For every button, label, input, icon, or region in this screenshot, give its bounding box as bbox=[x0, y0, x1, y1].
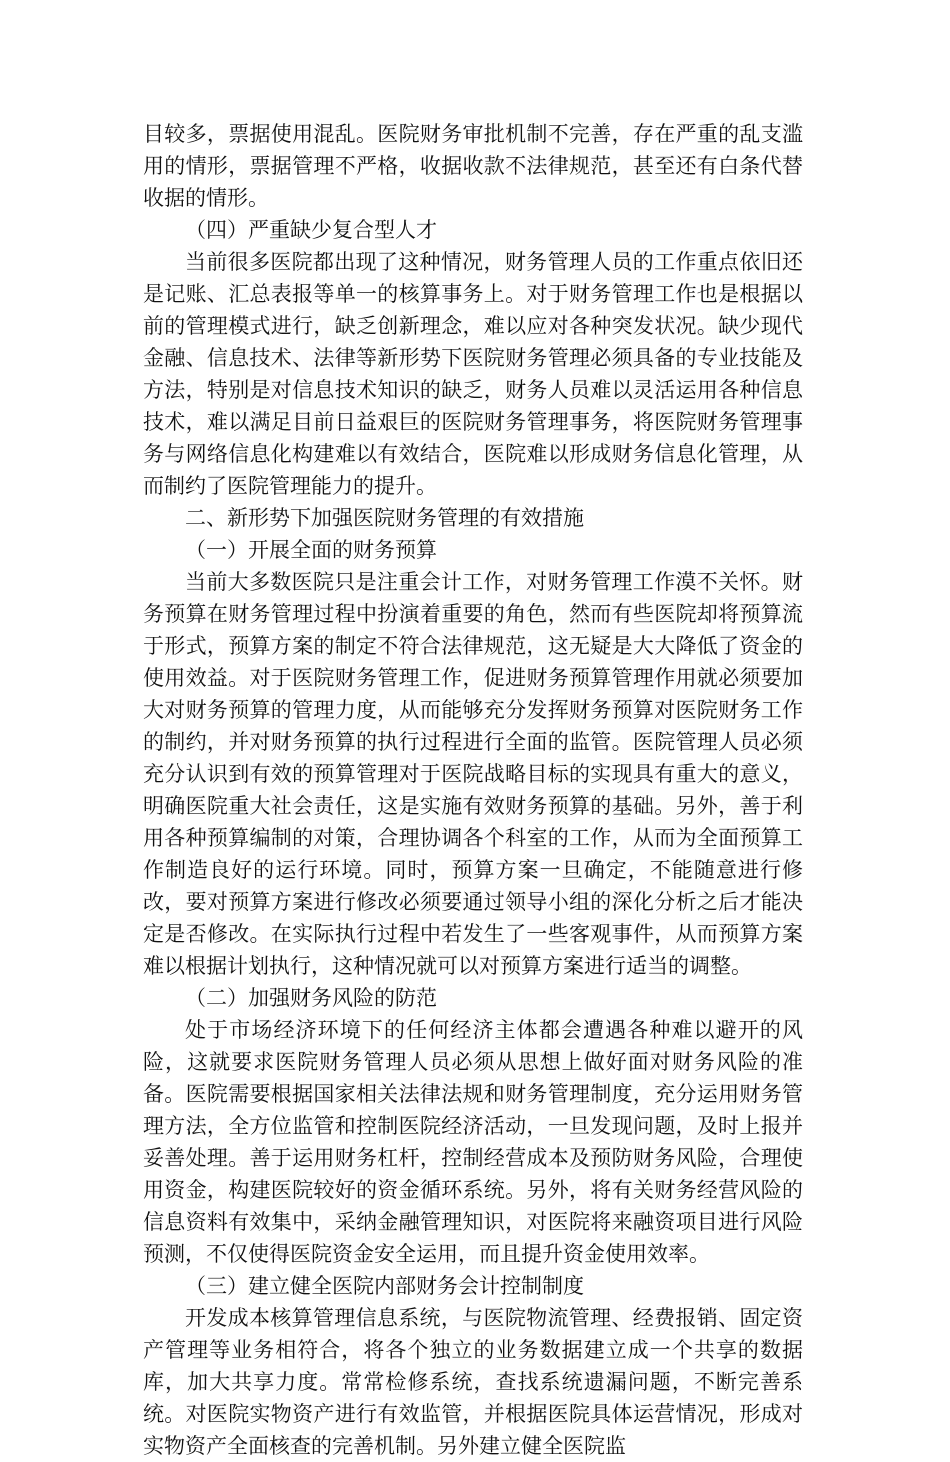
paragraph-continuation: 目较多，票据使用混乱。医院财务审批机制不完善，存在严重的乱支滥用的情形，票据管理不严格，收据收款不法律规范，甚至还有白条代替收据的情形。 bbox=[143, 122, 803, 210]
section-heading-3: （三）建立健全医院内部财务会计控制制度 bbox=[185, 1274, 584, 1298]
section-heading-1: （一）开展全面的财务预算 bbox=[185, 538, 437, 562]
paragraph: 当前大多数医院只是注重会计工作，对财务管理工作漠不关怀。财务预算在财务管理过程中扮演着重要的角色，然而有些医院却将预算流于形式，预算方案的制定不符合法律规范，这无疑是大大降低了资金的使用效益。对于医院财务管理工作，促进财务预算管理作用就必须要加大对财务预算的管理力度，从而能够充分发挥财务预算对医院财务工作的制约，并对财务预算的执行过程进行全面的监管。医院管理人员必须充分认识到有效的预算管理对于医院战略目标的实现具有重大的意义，明确医院重大社会责任，这是实施有效财务预算的基础。另外，善于利用各种预算编制的对策，合理协调各个科室的工作，从而为全面预算工作制造良好的运行环境。同时，预算方案一旦确定，不能随意进行修改，要对预算方案进行修改必须要通过领导小组的深化分析之后才能决定是否修改。在实际执行过程中若发生了一些客观事件，从而预算方案难以根据计划执行，这种情况就可以对预算方案进行适当的调整。 bbox=[143, 570, 803, 978]
chapter-heading-2: 二、新形势下加强医院财务管理的有效措施 bbox=[185, 506, 584, 530]
paragraph: 当前很多医院都出现了这种情况，财务管理人员的工作重点依旧还是记账、汇总表报等单一的核算事务上。对于财务管理工作也是根据以前的管理模式进行，缺乏创新理念，难以应对各种突发状况。缺少现代金融、信息技术、法律等新形势下医院财务管理必须具备的专业技能及方法，特别是对信息技术知识的缺乏，财务人员难以灵活运用各种信息技术，难以满足目前日益艰巨的医院财务管理事务，将医院财务管理事务与网络信息化构建难以有效结合，医院难以形成财务信息化管理，从而制约了医院管理能力的提升。 bbox=[143, 250, 803, 498]
paragraph: 处于市场经济环境下的任何经济主体都会遭遇各种难以避开的风险，这就要求医院财务管理人员必须从思想上做好面对财务风险的准备。医院需要根据国家相关法律法规和财务管理制度，充分运用财务管理方法，全方位监管和控制医院经济活动，一旦发现问题，及时上报并妥善处理。善于运用财务杠杆，控制经营成本及预防财务风险，合理使用资金，构建医院较好的资金循环系统。另外，将有关财务经营风险的信息资料有效集中，采纳金融管理知识，对医院将来融资项目进行风险预测，不仅使得医院资金安全运用，而且提升资金使用效率。 bbox=[143, 1018, 803, 1266]
paragraph: 开发成本核算管理信息系统，与医院物流管理、经费报销、固定资产管理等业务相符合，将各个独立的业务数据建立成一个共享的数据库，加大共享力度。常常检修系统，查找系统遗漏问题，不断完善系统。对医院实物资产进行有效监管，并根据医院具体运营情况，形成对实物资产全面核查的完善机制。另外建立健全医院监 bbox=[143, 1306, 803, 1458]
section-heading-4: （四）严重缺少复合型人才 bbox=[185, 218, 437, 242]
section-heading-2: （二）加强财务风险的防范 bbox=[185, 986, 437, 1010]
document-body bbox=[143, 118, 803, 1462]
